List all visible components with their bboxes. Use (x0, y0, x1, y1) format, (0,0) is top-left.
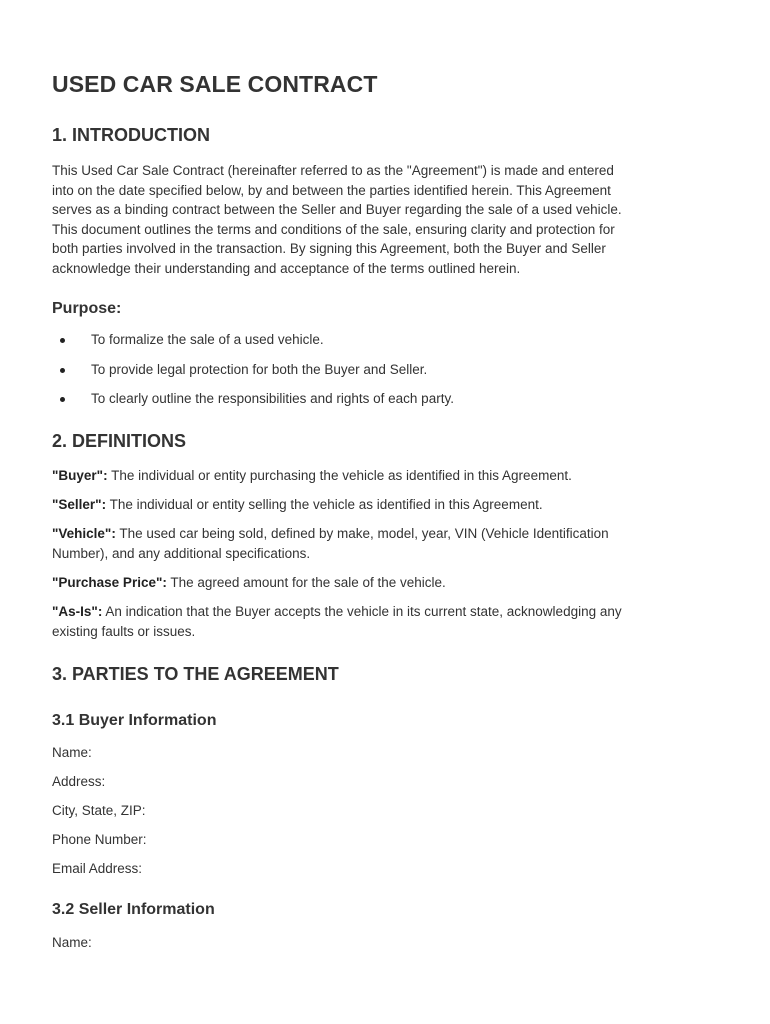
definition-text: The individual or entity selling the vehicle as identified in this Agreement. (106, 497, 543, 512)
definition-seller (52, 495, 712, 515)
definition-term: "As-Is": (52, 604, 103, 619)
introduction-line: This document outlines the terms and conditions of the sale, ensuring clarity and protection for (52, 221, 615, 237)
definition-text-continued: existing faults or issues. (52, 623, 196, 639)
buyer-email-field: Email Address: (52, 861, 143, 876)
seller-information-heading: 3.2 Seller Information (52, 901, 215, 918)
definition-text: The individual or entity purchasing the vehicle as identified in this Agreement. (107, 468, 572, 483)
definition-text-continued: Number), and any additional specifications. (52, 545, 311, 561)
buyer-name-field: Name: (52, 745, 92, 760)
introduction-line: both parties involved in the transaction. By signing this Agreement, both the Buyer and Seller (52, 241, 606, 256)
introduction-line: into on the date specified below, by and between the parties identified herein. This Agreement (52, 182, 611, 198)
purpose-list (52, 330, 692, 419)
introduction-line: This Used Car Sale Contract (hereinafter referred to as the "Agreement") is made and entered (52, 163, 614, 178)
introduction-paragraph (52, 161, 712, 278)
introduction-line: acknowledge their understanding and acceptance of the terms outlined herein. (52, 260, 521, 276)
definition-term: "Purchase Price": (52, 575, 167, 590)
definition-text: The used car being sold, defined by make, model, year, VIN (Vehicle Identification (115, 526, 609, 541)
buyer-city-state-zip-field: City, State, ZIP: (52, 803, 146, 818)
definition-buyer (52, 466, 712, 486)
definition-text: An indication that the Buyer accepts the vehicle in its current state, acknowledging any (102, 604, 622, 619)
purpose-heading: Purpose: (52, 300, 122, 317)
definitions-heading: 2. DEFINITIONS (52, 431, 187, 451)
buyer-phone-field: Phone Number: (52, 832, 147, 847)
purpose-item-text: To provide legal protection for both the Buyer and Seller. (91, 361, 428, 377)
bullet-icon (60, 368, 65, 373)
purpose-item (52, 330, 692, 360)
definition-vehicle (52, 524, 712, 563)
purpose-item-text: To clearly outline the responsibilities and rights of each party. (91, 391, 454, 406)
bullet-icon (60, 338, 65, 343)
introduction-line: serves as a binding contract between the Seller and Buyer regarding the sale of a used vehicle. (52, 202, 622, 217)
purpose-item-text: To formalize the sale of a used vehicle. (91, 332, 324, 347)
definition-term: "Seller": (52, 497, 107, 512)
definition-term: "Buyer": (52, 468, 108, 483)
definition-purchase-price (52, 573, 712, 593)
bullet-icon (60, 397, 65, 402)
purpose-item (52, 389, 692, 419)
definition-term: "Vehicle": (52, 526, 116, 541)
purpose-item (52, 360, 692, 390)
parties-heading: 3. PARTIES TO THE AGREEMENT (52, 664, 339, 684)
definition-as-is (52, 602, 712, 641)
introduction-heading: 1. INTRODUCTION (52, 125, 211, 145)
definition-text: The agreed amount for the sale of the vehicle. (166, 575, 446, 590)
buyer-address-field: Address: (52, 774, 106, 789)
buyer-information-heading: 3.1 Buyer Information (52, 712, 217, 729)
document-title: USED CAR SALE CONTRACT (52, 71, 378, 97)
seller-name-field: Name: (52, 935, 92, 950)
